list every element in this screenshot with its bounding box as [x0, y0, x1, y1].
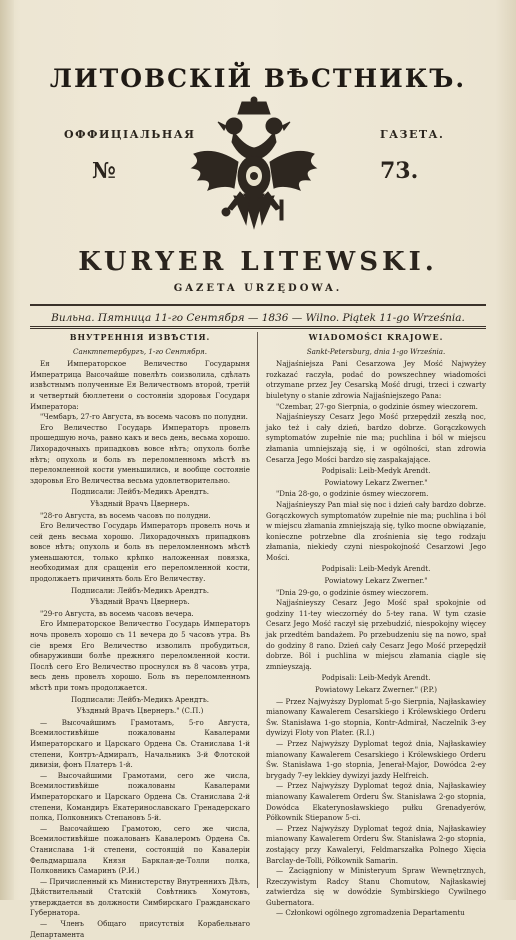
article-paragraph: — Членъ Общаго присутствія Корабельнаго Департамента: [30, 919, 250, 939]
article-paragraph: Его Величество Государь Императоръ провелъ прошедшую ночь, равно какъ и весь день, весьма хорошо. Лихорадочныхъ припадковъ вовсе нѣтъ; опухоль болѣе нѣтъ; опухоль и боль въ переломленномъ мѣстѣ въ переломленной кости уменьшились, и вообще состояніе здоровья Его Величества весьма удовлетворительно.: [30, 422, 250, 485]
article-paragraph: — Высочайшимъ Грамотамъ, 5-го Августа, Всемилостивѣйше пожалованы Кавалерами Императорскаго и Царскаго Ордена Св. Станислава 1-й степени, Контръ-Адмиралъ, Начальникъ 3-й Флотской дивизіи, фонъ Платеръ 1-й.: [30, 717, 250, 770]
article-paragraph: Sankt-Petersburg, dnia 1-go Września.: [306, 346, 446, 356]
masthead-title-ru: ЛИТОВСКІЙ ВѢСТНИКЪ.: [49, 64, 467, 93]
article-paragraph: Подписали: Лейбъ-Медикъ Арендтъ.: [70, 585, 210, 595]
article-paragraph: Подписали: Лейбъ-Медикъ Арендтъ.: [70, 694, 210, 704]
article-paragraph: "29-го Августа, въ восемь часовъ вечера.: [40, 608, 194, 618]
article-paragraph: Najjaśniejsza Pani Cesarzowa Jey Mość Najwyżey rozkazać raczyła, podać do powszechney wiadomości otrzymane przez Jey Cesarską Mość drugi, trzeci i czwarty biuletyny o stanie zdrowia Najjaśniejszego Pana:: [266, 359, 486, 400]
article-paragraph: Ея Императорское Величество Государыня Императрица Высочайше повелѣть соизволила, сдѣлать извѣстнымъ полученные Ея Величествомъ второй, третій и четвертый бюллетени о состояніи здоровья Государя Императора:: [30, 359, 250, 411]
masthead-subtitle-right: ГАЗЕТА.: [380, 128, 445, 141]
article-paragraph: Najjaśnieyszy Cesarz Jego Mość przepędził zeszłą noc, jako też i cały dzień, bardzo dobrze. Gorączkowych symptomatów zupełnie nie ma; puchlina i ból w miejscu złamania umniejszają się, i w ogólności, stan zdrowia Cesarza Jego Mości bardzo się zaspakajające.: [266, 412, 486, 464]
article-paragraph: — Высочайшею Грамотою, сего же числа, Всемилостивѣйше пожалованъ Кавалеромъ Ордена Св. Станислава 1-й степени, состоящій по Кавалеріи Фельдмаршала Князя Барклая-де-Толли полка, Полковникъ Самаринъ (Р.И.): [30, 823, 250, 876]
column-divider: [257, 332, 258, 888]
article-paragraph: — Przez Najwyższy Dyplomat tegoż dnia, Najłaskawiey mianowany Kawalerem Orderu Św. Stanisława 2-go stopnia, zostający przy Kawaleryi, Feldmarszałka Polnego Xięcia Barclay-de-Tolli, Półkownik Samarin.: [266, 823, 486, 865]
article-paragraph: — Przez Najwyższy Dyplomat 5-go Sierpnia, Najłaskawiey mianowany Kawalerem Cesarskiego i Królewskiego Orderu Św. Stanisława 1-go stopnia, Kontr-Admirał, Naczelnik 3-ey dywizyi Floty von Plater. (R.I.): [266, 696, 486, 738]
russian-column-heading: ВНУТРЕННІЯ ИЗВѢСТІЯ.: [69, 332, 211, 342]
issue-number: 73.: [380, 158, 419, 184]
dateline: Вильна. Пятница 11-го Сентября — 1836 — Wilno. Piątek 11-go Września.: [51, 312, 465, 324]
masthead-title-pl: KURYER LITEWSKI.: [78, 247, 438, 277]
masthead-subtitle-left: ОФФИЦІАЛЬНАЯ: [64, 128, 196, 141]
page-binding-edge: [0, 0, 14, 900]
article-paragraph: Najjaśnieyszy Cesarz Jego Mość spał spokojnie od godziny 11-tey wieczornéy do 5-tey rana. W tym czasie Cesarz Jego Mość raczył się przebudzić, niespokojny więcey jak przedtém bandażem. Po przebudzeniu się na nowo, spał do godziny 8 rano. Dzień cały Cesarz Jego Mość przepędził dobrze. Ból i puchlina w miejscu złamania ciągle się zmnieyszają.: [266, 598, 486, 671]
article-paragraph: — Высочайшими Грамотами, сего же числа, Всемилостивѣйше пожалованы Кавалерами Императорскаго и Царскаго Ордена Св. Станислава 2-й степени, Командиръ Екатеринославскаго Гренадерскаго полка, Полковникъ Степановъ 5-й.: [30, 770, 250, 823]
article-paragraph: "Czembar, 27-go Sierpnia, o godzinie ósmey wieczorem.: [276, 401, 478, 411]
double-headed-eagle-emblem: [184, 96, 324, 242]
article-paragraph: — Członkowi ogólnego zgromadzenia Departamentu: [276, 908, 465, 918]
article-paragraph: Podpisali: Leib-Medyk Arendt.: [321, 673, 431, 683]
article-paragraph: Powiatowy Lekarz Zwerner." (P.P.): [314, 685, 438, 694]
article-paragraph: Его Величество Государь Императоръ провелъ ночь и сей день весьма хорошо. Лихорадочныхъ припадковъ вовсе нѣтъ; опухоль и боль въ переломленномъ мѣстѣ уменьшаются, только крѣпко наложенная повязка, необходимая для сращенія его переломленной кости, продолжаетъ причинять боль Его Величеству.: [30, 521, 250, 584]
article-paragraph: — Przez Najwyższy Dyplomat tegoż dnia, Najłaskawiey mianowany Kawalerem Cesarskiego i Królewskiego Orderu Św. Stanisława 1-go stopnia, Jenerał-Major, Dowódca 2-ey brygady 7-ey lekkiey dywizyi jazdy Helfreich.: [266, 738, 486, 780]
article-paragraph: Powiatowy Lekarz Zwerner.": [324, 477, 428, 487]
masthead-rule-top: [30, 304, 486, 306]
masthead-rule-bottom: [30, 326, 486, 327]
article-paragraph: Его Императорское Величество Государь Императоръ ночь провелъ хорошо съ 11 вечера до 5 часовъ утра. Въ сіе время Его Величество изволилъ пробудиться, обнаруживши болѣе прежняго переломленной кости. Послѣ сего Его Величество проснулся въ 8 часовъ утра, весь день провелъ хорошо. Боль въ переломленномъ мѣстѣ при томъ продолжается.: [30, 619, 250, 692]
issue-label: №: [92, 158, 116, 184]
article-paragraph: — Zaciągniony w Ministeryum Spraw Wewnętrznych, Rzeczywistym Radcy Stanu Chomutow, Najłaskawiej zatwierdza się w dowódzie Symbirskiego Cywilnego Gubernatora.: [266, 866, 486, 907]
article-paragraph: Подписали: Лейбъ-Медикъ Арендтъ.: [70, 487, 210, 497]
article-paragraph: Санктпетербургъ, 1-го Сентября.: [73, 346, 207, 356]
polish-column-heading: WIADOMOŚCI KRAJOWE.: [308, 332, 444, 342]
article-paragraph: Podpisali: Leib-Medyk Arendt.: [321, 564, 431, 574]
article-paragraph: Уѣздный Врачъ Цвернеръ.: [90, 597, 190, 607]
masthead-subtitle-pl: GAZETA URZĘDOWA.: [173, 283, 343, 294]
article-paragraph: "Dnia 28-go, o godzinie ósmey wieczorem.: [276, 489, 429, 499]
article-paragraph: Уѣздный Врачъ Цвернеръ." (С.П.): [76, 706, 204, 716]
polish-news-column: [266, 330, 486, 918]
masthead-rule-bottom-2: [30, 328, 486, 329]
article-paragraph: "Чембаръ, 27-го Августа, въ восемь часовъ по полудни.: [40, 412, 248, 422]
article-paragraph: — Причисленный къ Министерству Внутреннихъ Дѣлъ, Дѣйствительный Статскій Совѣтникъ Хомутовъ, утверждается въ должности Симбирскаго Гражданскаго Губернатора.: [30, 876, 250, 918]
article-paragraph: Уѣздный Врачъ Цвернеръ.: [90, 498, 190, 508]
article-paragraph: "28-го Августа, въ восемь часовъ по полудни.: [40, 510, 211, 520]
article-paragraph: Podpisali: Leib-Medyk Arendt.: [321, 466, 431, 476]
article-paragraph: Najjaśnieyszy Pan miał się noc i dzień cały bardzo dobrze. Gorączkowych symptomatów zupełnie nie ma; puchlina i ból w miejscu złamania zmniejszają się, tylko mocne obwiązanie, konieczne potrzebne dla zrośnienia się tego rodzaju złamania, niekiedy czyni niespokojność Cesarzowi Jego Mości.: [266, 499, 486, 562]
article-paragraph: "Dnia 29-go, o godzinie ósmey wieczorem.: [276, 587, 429, 597]
article-paragraph: Powiatowy Lekarz Zwerner.": [324, 576, 428, 586]
russian-news-column: [30, 330, 250, 939]
article-paragraph: — Przez Najwyższy Dyplomat tegoż dnia, Najłaskawiey mianowany Kawalerem Orderu Św. Stanisława 2-go stopnia, Dowódca Ekaterynosławskiego pułku Grenadyerów, Półkownik Stiepanow 5-ci.: [266, 781, 486, 823]
